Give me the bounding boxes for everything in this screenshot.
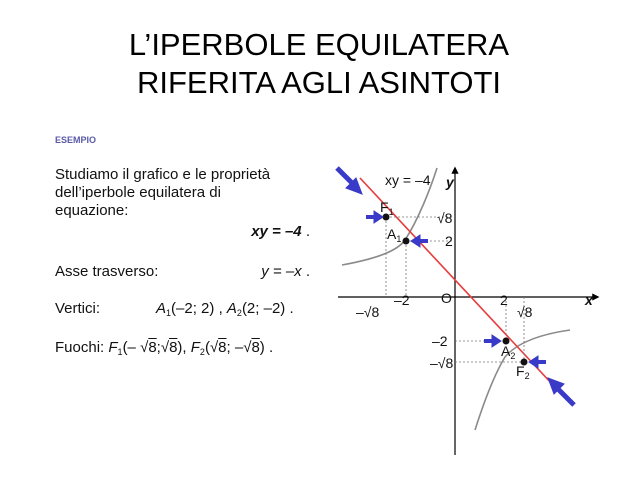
vertices-label: Vertici: xyxy=(55,300,101,317)
equation-text: xy = –4 xyxy=(251,223,302,240)
arrow-icon xyxy=(337,168,362,194)
sqrt-symbol: √ xyxy=(209,339,219,356)
foci-sep: , xyxy=(182,339,187,356)
graph-labels xyxy=(356,172,594,381)
vertex-a2-coords: (2; –2) xyxy=(241,300,286,317)
label-f1 xyxy=(380,199,394,217)
title-line-1: L’IPERBOLE EQUILATERA xyxy=(128,27,510,62)
sqrt-symbol: √ xyxy=(160,339,170,356)
arrow-icon xyxy=(411,235,428,247)
x-tick-pos-sqrt8: √8 xyxy=(517,304,533,320)
curve-label: xy = –4 xyxy=(385,172,431,188)
foci-dot: . xyxy=(268,339,274,356)
vertex-a2-name: A xyxy=(226,300,237,317)
intro-line-3: equazione: xyxy=(55,202,129,219)
focus-f2-sub: 2 xyxy=(199,347,205,357)
label-a1-sub: 1 xyxy=(396,234,402,244)
focus-f1-name: F xyxy=(108,339,118,356)
vertex-a1-coords: (–2; 2) xyxy=(171,300,215,317)
label-f2-name: F xyxy=(516,363,525,379)
axis-dot: . xyxy=(305,263,310,280)
section-label: ESEMPIO xyxy=(55,135,97,145)
arrow-icon xyxy=(548,378,574,405)
y-axis-label: y xyxy=(446,174,454,190)
equation-dot: . xyxy=(305,223,310,240)
arrow-icon xyxy=(484,335,501,347)
y-tick-sqrt8: √8 xyxy=(437,210,453,226)
vertices-dot: . xyxy=(289,300,294,317)
focus-f2-close: ) xyxy=(259,339,265,356)
label-f2 xyxy=(516,363,530,381)
focus-f1-sub: 1 xyxy=(117,347,123,357)
hyperbola-branch-lower-right xyxy=(475,330,570,430)
sqrt-symbol: √ xyxy=(140,339,149,356)
arrow-icon xyxy=(529,356,546,368)
focus-f2-radicand-2: 8 xyxy=(251,339,260,356)
label-a1 xyxy=(387,226,401,244)
sqrt-symbol: √ xyxy=(243,339,252,356)
focus-f1-radicand-2: 8 xyxy=(169,339,178,356)
label-a2 xyxy=(501,343,515,361)
x-tick-neg2: –2 xyxy=(394,292,410,308)
axis-label: Asse trasverso: xyxy=(55,263,159,280)
label-f2-sub: 2 xyxy=(524,371,530,381)
focus-f1-radicand-1: 8 xyxy=(148,339,157,356)
x-tick-pos2: 2 xyxy=(500,292,508,308)
point-a1 xyxy=(403,238,410,245)
x-axis-label: x xyxy=(585,292,593,308)
focus-f2-open: ( xyxy=(204,339,210,356)
title-line-2: RIFERITA AGLI ASINTOTI xyxy=(136,65,502,100)
origin-label: O xyxy=(441,290,452,306)
x-tick-neg-sqrt8: –√8 xyxy=(356,304,380,320)
y-tick-2: 2 xyxy=(445,233,453,249)
focus-f2-mid: ; – xyxy=(226,339,244,356)
vertex-a2-sub: 2 xyxy=(236,308,242,318)
label-f1-sub: 1 xyxy=(388,207,394,217)
y-tick-neg2: –2 xyxy=(432,333,448,349)
axis-equation-text: y = –x xyxy=(261,263,302,280)
label-a2-sub: 2 xyxy=(510,351,516,361)
label-a2-name: A xyxy=(501,343,511,359)
focus-f2-name: F xyxy=(190,339,200,356)
y-tick-neg-sqrt8: –√8 xyxy=(430,355,454,371)
intro-line-2: dell’iperbole equilatera di xyxy=(55,184,221,201)
focus-f1-open: (– xyxy=(122,339,136,356)
focus-f1-close: ) xyxy=(177,339,183,356)
vertices-sep: , xyxy=(218,300,223,317)
focus-f1-mid: ; xyxy=(156,339,161,356)
intro-line-1: Studiamo il grafico e le proprietà xyxy=(55,166,271,183)
foci-label: Fuochi: xyxy=(55,339,105,356)
label-f1-name: F xyxy=(380,199,389,215)
vertex-a1-sub: 1 xyxy=(166,308,172,318)
vertex-a1-name: A xyxy=(156,300,167,317)
label-a1-name: A xyxy=(387,226,397,242)
focus-f2-radicand-1: 8 xyxy=(218,339,227,356)
